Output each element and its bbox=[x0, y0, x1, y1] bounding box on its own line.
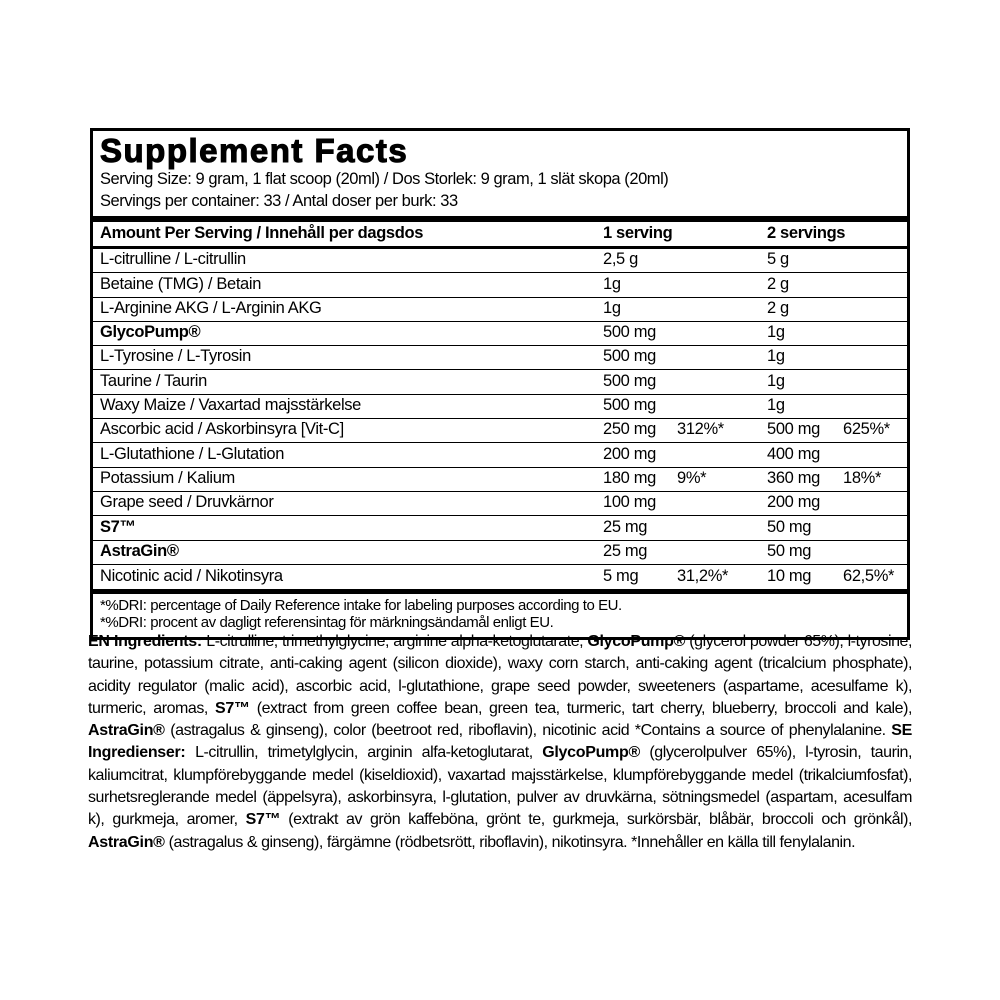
serving2-dri-percent: 62,5%* bbox=[843, 567, 895, 586]
serving2-amount: 360 mg bbox=[767, 468, 820, 487]
serving2-amount: 400 mg bbox=[767, 444, 820, 463]
serving2-amount: 200 mg bbox=[767, 493, 820, 512]
serving1-amount: 500 mg bbox=[603, 347, 656, 366]
ingredients-text: (glycerolpulver 65%), l-tyrosin, taurin, kaliumcitrat, klumpförebyggande medel (kiseldioxid), vaxartad majsstärkelse, klumpförebyggande medel (trikalciumfosfat), surhetsreglerande medel (äppelsyra), askorbinsyra, l-glutation, pulver av druvkärna, sötningsmedel (aspartam, acesulfam k), gurkmeja, aromer, bbox=[88, 744, 912, 829]
serving1-dri-percent: 312%* bbox=[677, 420, 724, 439]
supplement-facts-panel bbox=[90, 128, 910, 640]
serving2-amount: 2 g bbox=[767, 274, 789, 293]
header-1-serving: 1 serving bbox=[603, 224, 673, 242]
serving1-amount: 500 mg bbox=[603, 371, 656, 390]
serving1-amount: 500 mg bbox=[603, 396, 656, 415]
nutrient-row bbox=[93, 419, 907, 443]
serving2-amount: 1g bbox=[767, 323, 785, 342]
footnote-en: *%DRI: percentage of Daily Reference intake for labeling purposes according to EU. bbox=[100, 597, 622, 615]
nutrient-name: Betaine (TMG) / Betain bbox=[100, 274, 262, 293]
nutrient-row bbox=[93, 443, 907, 467]
ingredients-bold-term: EN Ingredients: bbox=[88, 633, 207, 650]
serving1-amount: 2,5 g bbox=[603, 250, 638, 269]
serving2-amount: 1g bbox=[767, 371, 785, 390]
serving1-dri-percent: 9%* bbox=[677, 468, 707, 487]
serving2-amount: 50 mg bbox=[767, 517, 812, 536]
serving1-amount: 100 mg bbox=[603, 493, 656, 512]
nutrient-name: AstraGin® bbox=[100, 541, 179, 560]
nutrient-row bbox=[93, 298, 907, 322]
ingredients-bold-term: AstraGin® bbox=[88, 833, 165, 851]
ingredients-bold-term: SE Ingredienser: bbox=[88, 722, 912, 762]
serving2-amount: 10 mg bbox=[767, 567, 812, 586]
nutrient-row bbox=[93, 273, 907, 297]
serving1-amount: 5 mg bbox=[603, 567, 639, 586]
serving1-amount: 25 mg bbox=[603, 541, 648, 560]
header-2-servings: 2 servings bbox=[767, 224, 846, 242]
ingredients-bold-term: AstraGin® bbox=[88, 722, 165, 740]
nutrient-row bbox=[93, 249, 907, 273]
nutrient-row bbox=[93, 492, 907, 516]
nutrient-row bbox=[93, 346, 907, 370]
serving1-dri-percent: 31,2%* bbox=[677, 567, 729, 586]
table-header-row bbox=[93, 222, 907, 249]
nutrient-name: Ascorbic acid / Askorbinsyra [Vit-C] bbox=[100, 420, 344, 439]
serving1-amount: 250 mg bbox=[603, 420, 656, 439]
nutrient-name: Taurine / Taurin bbox=[100, 371, 207, 390]
ingredients-text: (glycerol powder 65%), l-tyrosine, taurine, potassium citrate, anti-caking agent (silicon dioxide), waxy corn starch, anti-caking agent (tricalcium phosphate), acidity regulator (malic acid), ascorbic acid, l-glutathione, grape seed powder, sweeteners (aspartame, acesulfame k), turmeric, aromas, bbox=[88, 633, 912, 717]
serving2-amount: 2 g bbox=[767, 298, 789, 317]
nutrient-name: L-Glutathione / L-Glutation bbox=[100, 444, 285, 463]
serving2-dri-percent: 18%* bbox=[843, 468, 882, 487]
nutrient-name: GlycoPump® bbox=[100, 323, 201, 342]
nutrient-table bbox=[93, 222, 907, 589]
nutrient-row bbox=[93, 370, 907, 394]
nutrient-row bbox=[93, 395, 907, 419]
servings-per-container-line: Servings per container: 33 / Antal doser per burk: 33 bbox=[100, 191, 458, 210]
nutrient-name: L-citrulline / L-citrullin bbox=[100, 250, 246, 269]
serving1-amount: 200 mg bbox=[603, 444, 656, 463]
ingredients-bold-term: S7™ bbox=[245, 811, 281, 829]
nutrient-name: Nicotinic acid / Nikotinsyra bbox=[100, 567, 283, 586]
serving2-amount: 500 mg bbox=[767, 420, 820, 439]
panel-title: Supplement Facts bbox=[100, 132, 409, 169]
ingredients-text: (extrakt av grön kaffeböna, grönt te, gurkmeja, surkörsbär, blåbär, broccoli och grönkål), bbox=[280, 811, 913, 829]
ingredients-text: L-citrulline, trimethylglycine, arginine alpha-ketoglutarate, bbox=[206, 633, 588, 650]
nutrient-name: Waxy Maize / Vaxartad majsstärkelse bbox=[100, 396, 361, 415]
serving-size-line: Serving Size: 9 gram, 1 flat scoop (20ml) / Dos Storlek: 9 gram, 1 slät skopa (20ml) bbox=[100, 170, 669, 188]
footnote-se: *%DRI: procent av dagligt referensintag för märkningsändamål enligt EU. bbox=[100, 613, 554, 631]
ingredients-text: (astragalus & ginseng), color (beetroot red, riboflavin), nicotinic acid *Contains a source of phenylalanine. bbox=[164, 722, 892, 740]
nutrient-name: L-Arginine AKG / L-Arginin AKG bbox=[100, 298, 322, 317]
serving2-amount: 50 mg bbox=[767, 541, 812, 560]
nutrient-name: L-Tyrosine / L-Tyrosin bbox=[100, 347, 251, 366]
serving2-amount: 5 g bbox=[767, 250, 789, 269]
nutrient-row bbox=[93, 468, 907, 492]
ingredients-text: (extract from green coffee bean, green tea, turmeric, tart cherry, blueberry, broccoli and kale), bbox=[249, 699, 912, 717]
ingredients-paragraph bbox=[88, 631, 912, 854]
ingredients-bold-term: GlycoPump® bbox=[542, 744, 640, 762]
nutrient-row bbox=[93, 565, 907, 589]
ingredients-bold-term: GlycoPump® bbox=[587, 633, 686, 650]
nutrient-name: Potassium / Kalium bbox=[100, 468, 235, 487]
serving1-amount: 1g bbox=[603, 274, 621, 293]
serving1-amount: 500 mg bbox=[603, 323, 656, 342]
serving2-amount: 1g bbox=[767, 347, 785, 366]
nutrient-name: Grape seed / Druvkärnor bbox=[100, 493, 274, 512]
nutrient-name: S7™ bbox=[100, 517, 136, 536]
header-amount-per-serving: Amount Per Serving / Innehåll per dagsdos bbox=[100, 224, 424, 242]
nutrient-row bbox=[93, 322, 907, 346]
ingredients-text: (astragalus & ginseng), färgämne (rödbetsrött, riboflavin), nikotinsyra. *Innehåller en källa till fenylalanin. bbox=[164, 833, 856, 851]
serving1-amount: 1g bbox=[603, 298, 621, 317]
serving2-dri-percent: 625%* bbox=[843, 420, 890, 439]
nutrient-row bbox=[93, 516, 907, 540]
serving2-amount: 1g bbox=[767, 396, 785, 415]
nutrient-row bbox=[93, 541, 907, 565]
serving1-amount: 180 mg bbox=[603, 468, 656, 487]
serving1-amount: 25 mg bbox=[603, 517, 648, 536]
ingredients-text: L-citrullin, trimetylglycin, arginin alfa-ketoglutarat, bbox=[195, 744, 543, 762]
nutrient-rows-container bbox=[93, 249, 907, 589]
ingredients-bold-term: S7™ bbox=[214, 699, 250, 717]
